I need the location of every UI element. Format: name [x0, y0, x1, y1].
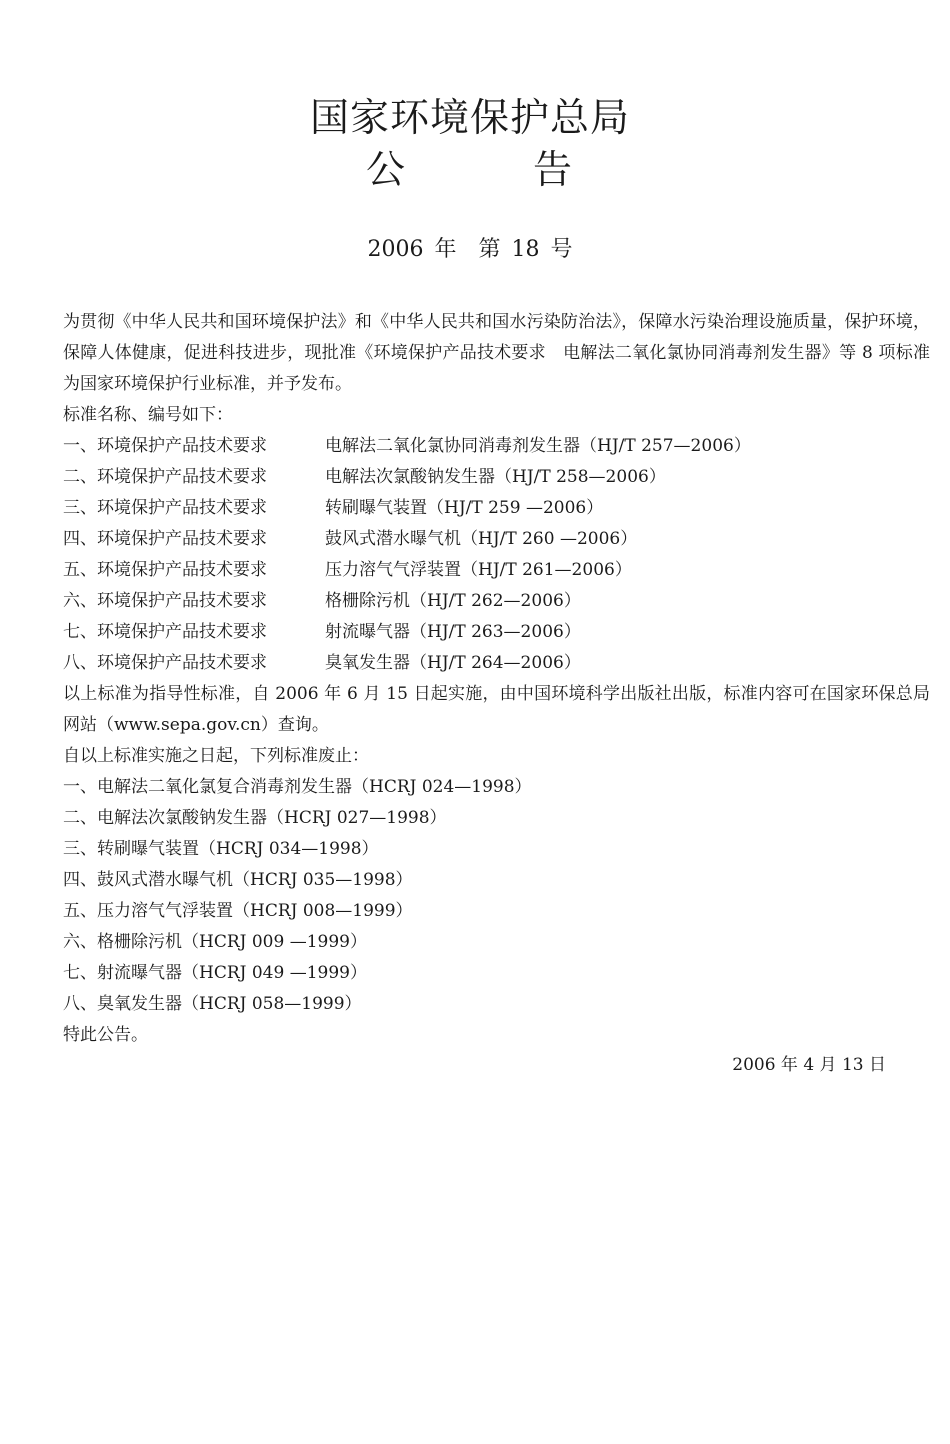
repealed-item: 三、转刷曝气装置（HCRJ 034—1998） [63, 839, 379, 859]
repealed-item: 五、压力溶气气浮装置（HCRJ 008—1999） [63, 901, 413, 921]
standard-item: 六、环境保护产品技术要求 格栅除污机（HJ/T 262—2006） [63, 591, 581, 611]
implementation-paragraph: 以上标准为指导性标准，自 2006 年 6 月 15 日起实施，由中国环境科学出版社出版，标准内容可在国家环保总局网站（www.sepa.gov.cn）查询。 [63, 684, 930, 735]
standards-list [22, 431, 930, 679]
issue-number: 2006 年 第 18 号 [367, 237, 573, 262]
repealed-item: 二、电解法次氯酸钠发生器（HCRJ 027—1998） [63, 808, 447, 828]
document-type-char-1: 公 [366, 148, 406, 193]
agency-title: 国家环境保护总局 [309, 96, 630, 141]
document-type-heading [0, 146, 940, 202]
standard-item: 三、环境保护产品技术要求 转刷曝气装置（HJ/T 259 —2006） [63, 498, 604, 518]
repealed-item: 七、射流曝气器（HCRJ 049 —1999） [63, 963, 367, 983]
standard-item: 五、环境保护产品技术要求 压力溶气气浮装置（HJ/T 261—2006） [63, 560, 632, 580]
repeal-intro: 自以上标准实施之日起，下列标准废止： [63, 746, 369, 766]
standard-item: 八、环境保护产品技术要求 臭氧发生器（HJ/T 264—2006） [63, 653, 581, 673]
repealed-item: 八、臭氧发生器（HCRJ 058—1999） [63, 994, 362, 1014]
document-type-char-2: 告 [533, 148, 573, 193]
repealed-item: 四、鼓风式潜水曝气机（HCRJ 035—1998） [63, 870, 413, 890]
repealed-standards-list [22, 772, 930, 1020]
closing-text: 特此公告。 [63, 1025, 148, 1045]
standard-item: 二、环境保护产品技术要求 电解法次氯酸钠发生器（HJ/T 258—2006） [63, 467, 666, 487]
standard-item: 四、环境保护产品技术要求 鼓风式潜水曝气机（HJ/T 260 —2006） [63, 529, 638, 549]
issue-date: 2006 年 4 月 13 日 [732, 1055, 886, 1075]
standard-item: 七、环境保护产品技术要求 射流曝气器（HJ/T 263—2006） [63, 622, 581, 642]
repealed-item: 六、格栅除污机（HCRJ 009 —1999） [63, 932, 367, 952]
intro-paragraph: 为贯彻《中华人民共和国环境保护法》和《中华人民共和国水污染防治法》，保障水污染治理设施质量，保护环境，保障人体健康，促进科技进步，现批准《环境保护产品技术要求 电解法二氧化氯协同消毒剂发生器》等 8 项标准为国家环境保护行业标准，并予发布。 [63, 312, 930, 394]
standard-item: 一、环境保护产品技术要求 电解法二氧化氯协同消毒剂发生器（HJ/T 257—2006） [63, 436, 751, 456]
announcement-body [22, 307, 930, 1051]
repealed-item: 一、电解法二氧化氯复合消毒剂发生器（HCRJ 024—1998） [63, 777, 532, 797]
list-intro: 标准名称、编号如下： [63, 405, 233, 425]
